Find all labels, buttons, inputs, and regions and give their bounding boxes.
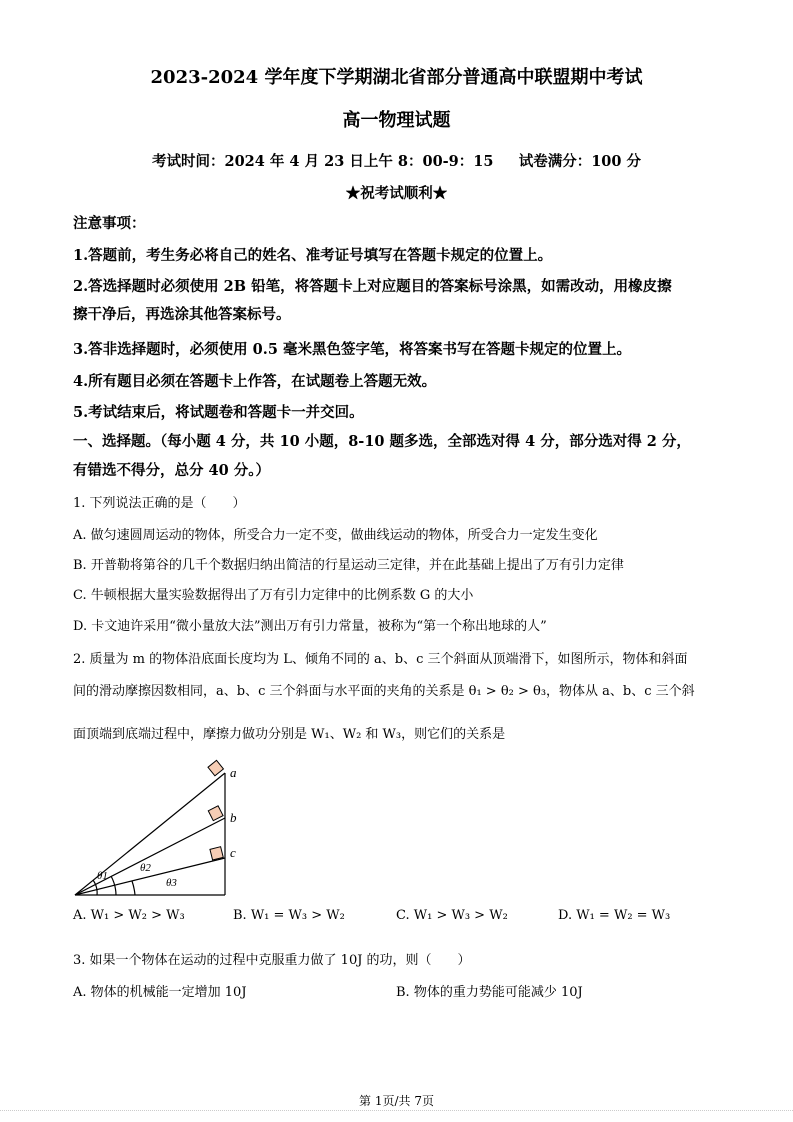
page-number: 第 1页/共 7页 <box>359 1094 434 1108</box>
exam-title: 2023-2024 学年度下学期湖北省部分普通高中联盟期中考试 <box>150 67 643 88</box>
exam-info: 考试时间：2024 年 4 月 23 日上午 8：00-9：15 试卷满分：100 分 <box>151 153 642 170</box>
q3-option-b: B. 物体的重力势能可能减少 10J <box>396 985 583 1000</box>
q1-option-a: A. 做匀速圆周运动的物体，所受合力一定不变，做曲线运动的物体，所受合力一定发生变化 <box>73 528 598 543</box>
q2-option-b: B. W₁ = W₃ > W₂ <box>233 908 345 923</box>
q3-stem: 3. 如果一个物体在运动的过程中克服重力做了 10J 的功，则（ ） <box>73 953 471 968</box>
section-heading: 一、选择题。（每小题 4 分，共 10 小题，8-10 题多选，全部选对得 4 分，部分选对得 2 分， <box>73 433 691 450</box>
q2-stem-line3: 面顶端到底端过程中，摩擦力做功分别是 W₁、W₂ 和 W₃，则它们的关系是 <box>73 727 506 742</box>
q3-option-a: A. 物体的机械能一定增加 10J <box>73 985 247 1000</box>
note-item: 2.答选择题时必须使用 2B 铅笔，将答题卡上对应题目的答案标号涂黑，如需改动，用橡皮擦 <box>73 278 672 295</box>
q2-option-d: D. W₁ = W₂ = W₃ <box>558 908 671 923</box>
note-item: 4.所有题目必须在答题卡上作答，在试题卷上答题无效。 <box>73 373 437 390</box>
section-heading-cont: 有错选不得分，总分 40 分。） <box>73 462 271 479</box>
label-theta2: θ2 <box>140 862 151 874</box>
note-item: 5.考试结束后，将试题卷和答题卡一并交回。 <box>73 404 364 421</box>
note-item: 1.答题前，考生务必将自己的姓名、准考证号填写在答题卡规定的位置上。 <box>73 247 553 264</box>
label-c: c <box>230 845 236 860</box>
label-b: b <box>230 810 237 825</box>
q1-option-c: C. 牛顿根据大量实验数据得出了万有引力定律中的比例系数 G 的大小 <box>73 588 474 603</box>
label-a: a <box>230 765 237 780</box>
note-item: 擦干净后，再选涂其他答案标号。 <box>73 306 291 323</box>
q2-stem-line1: 2. 质量为 m 的物体沿底面长度均为 L、倾角不同的 a、b、c 三个斜面从顶端滑下，如图所示，物体和斜面 <box>73 652 688 667</box>
q1-option-b: B. 开普勒将第谷的几千个数据归纳出简洁的行星运动三定律，并在此基础上提出了万有引力定律 <box>73 558 624 573</box>
notes-heading: 注意事项： <box>73 215 146 232</box>
q1-stem: 1. 下列说法正确的是（ ） <box>73 496 246 511</box>
q1-option-d: D. 卡文迪许采用“微小量放大法”测出万有引力常量，被称为“第一个称出地球的人” <box>73 619 547 634</box>
incline-diagram <box>60 755 260 905</box>
label-theta3: θ3 <box>166 877 177 889</box>
exam-subtitle: 高一物理试题 <box>342 110 451 131</box>
label-theta1: θ1 <box>97 870 108 882</box>
note-item: 3.答非选择题时，必须使用 0.5 毫米黑色签字笔，将答案书写在答题卡规定的位置上。 <box>73 341 631 358</box>
footer-divider <box>0 1110 793 1111</box>
q2-stem-line2: 间的滑动摩擦因数相同，a、b、c 三个斜面与水平面的夹角的关系是 θ₁ > θ₂ > θ₃，物体从 a、b、c 三个斜 <box>73 684 695 699</box>
q2-option-a: A. W₁ > W₂ > W₃ <box>73 908 185 923</box>
q2-option-c: C. W₁ > W₃ > W₂ <box>396 908 508 923</box>
blessing: ★祝考试顺利★ <box>345 185 448 202</box>
